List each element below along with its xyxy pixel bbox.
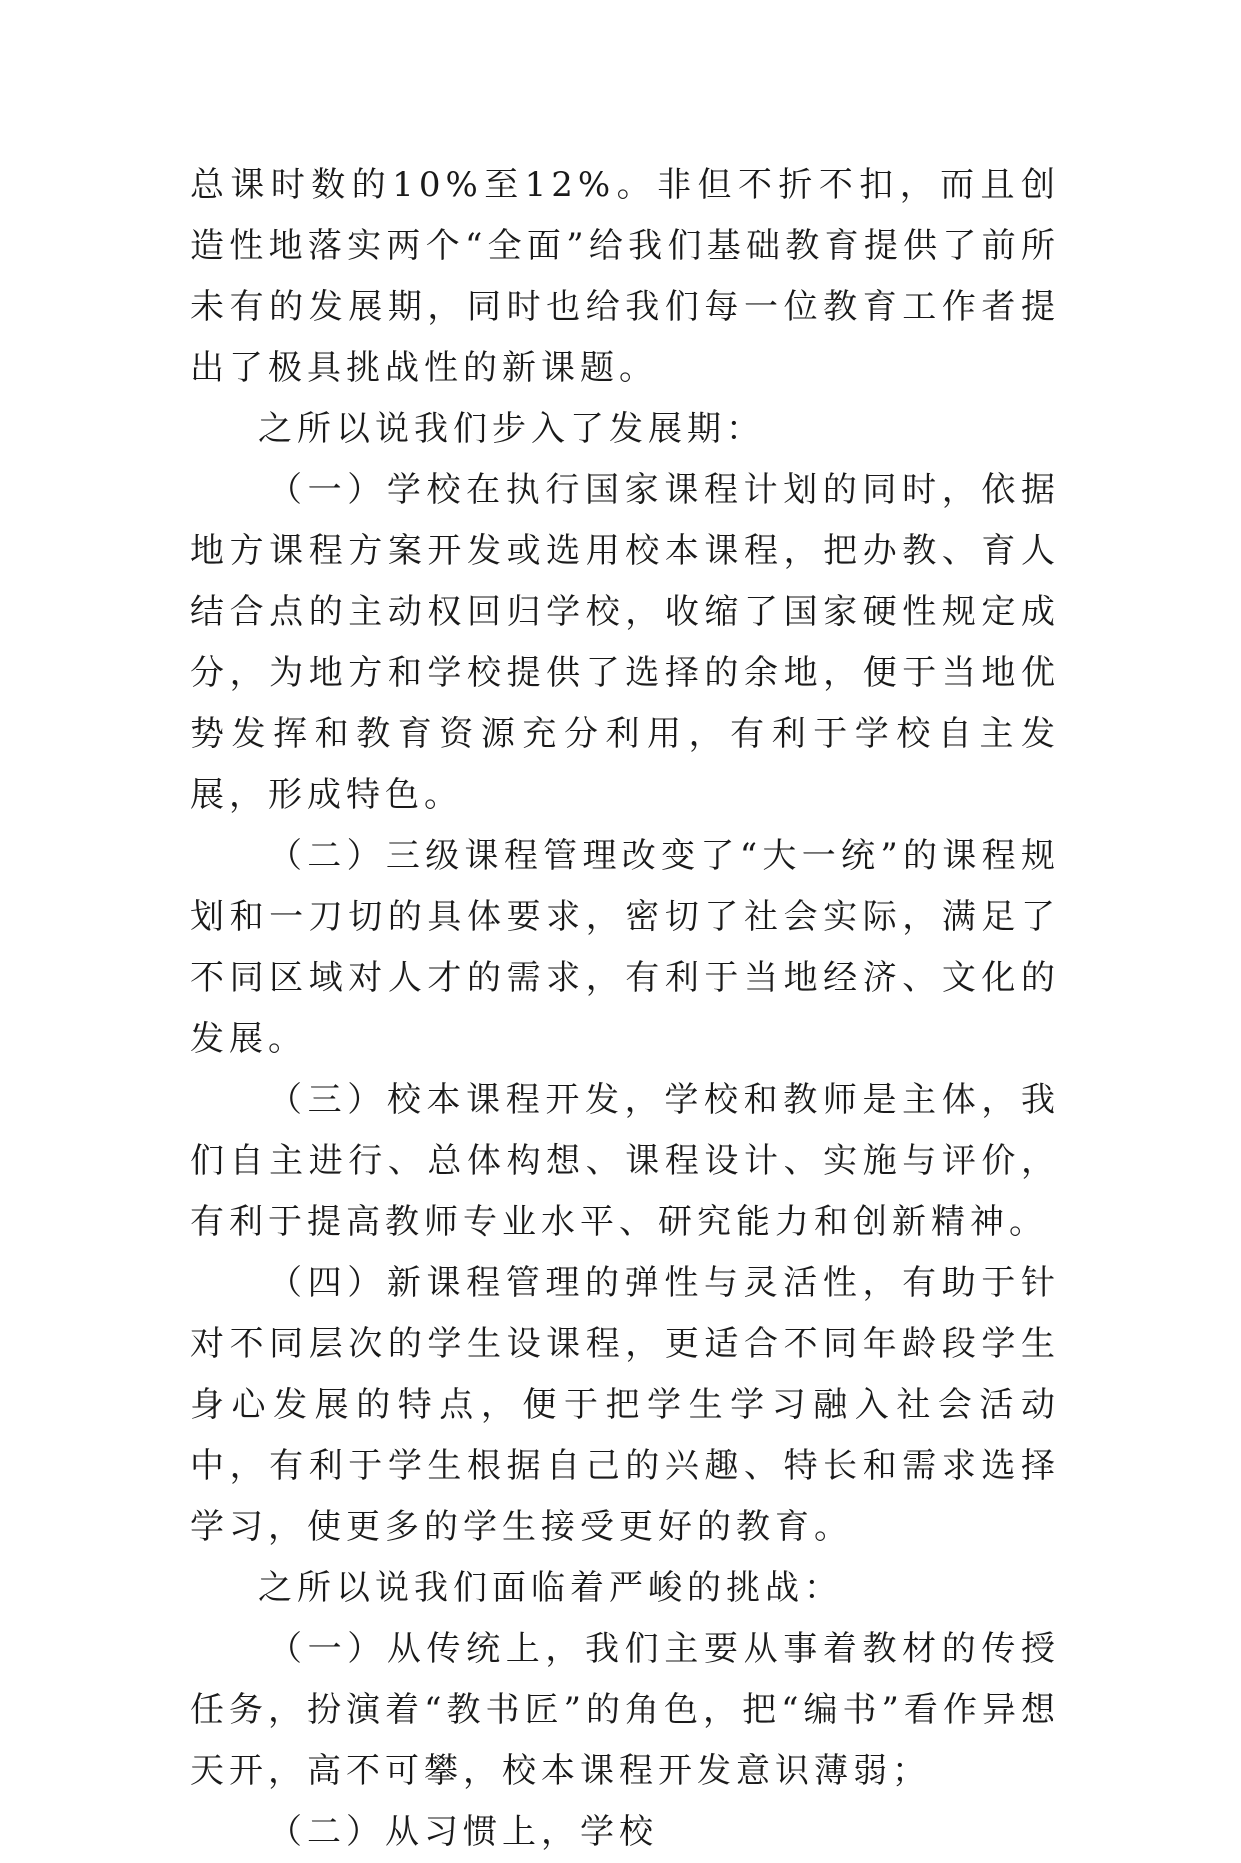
- body-text: [190, 155, 1060, 1863]
- paragraph-development-3: （三）校本课程开发，学校和教师是主体，我们自主进行、总体构想、课程设计、实施与评价，有利于提高教师专业水平、研究能力和创新精神。: [190, 1080, 1060, 1242]
- paragraph-development-4: （四）新课程管理的弹性与灵活性，有助于针对不同层次的学生设课程，更适合不同年龄段学生身心发展的特点，便于把学生学习融入社会活动中，有利于学生根据自己的兴趣、特长和需求选择学习，使更多的学生接受更好的教育。: [190, 1263, 1060, 1547]
- paragraph-development-2: （二）三级课程管理改变了“大一统”的课程规划和一刀切的具体要求，密切了社会实际，满足了不同区域对人才的需求，有利于当地经济、文化的发展。: [190, 836, 1060, 1059]
- paragraph-continuation: 总课时数的10%至12%。非但不折不扣，而且创造性地落实两个“全面”给我们基础教育提供了前所未有的发展期，同时也给我们每一位教育工作者提出了极具挑战性的新课题。: [190, 165, 1060, 388]
- paragraph-development-1: （一）学校在执行国家课程计划的同时，依据地方课程方案开发或选用校本课程，把办教、育人结合点的主动权回归学校，收缩了国家硬性规定成分，为地方和学校提供了选择的余地，便于当地优势发挥和教育资源充分利用，有利于学校自主发展，形成特色。: [190, 470, 1060, 815]
- paragraph-challenge-intro: 之所以说我们面临着严峻的挑战：: [258, 1568, 843, 1608]
- paragraph-challenge-2: （二）从习惯上，学校: [268, 1812, 658, 1852]
- paragraph-development-intro: 之所以说我们步入了发展期：: [258, 409, 765, 449]
- paragraph-challenge-1: （一）从传统上，我们主要从事着教材的传授任务，扮演着“教书匠”的角色，把“编书”看作异想天开，高不可攀，校本课程开发意识薄弱；: [190, 1629, 1060, 1791]
